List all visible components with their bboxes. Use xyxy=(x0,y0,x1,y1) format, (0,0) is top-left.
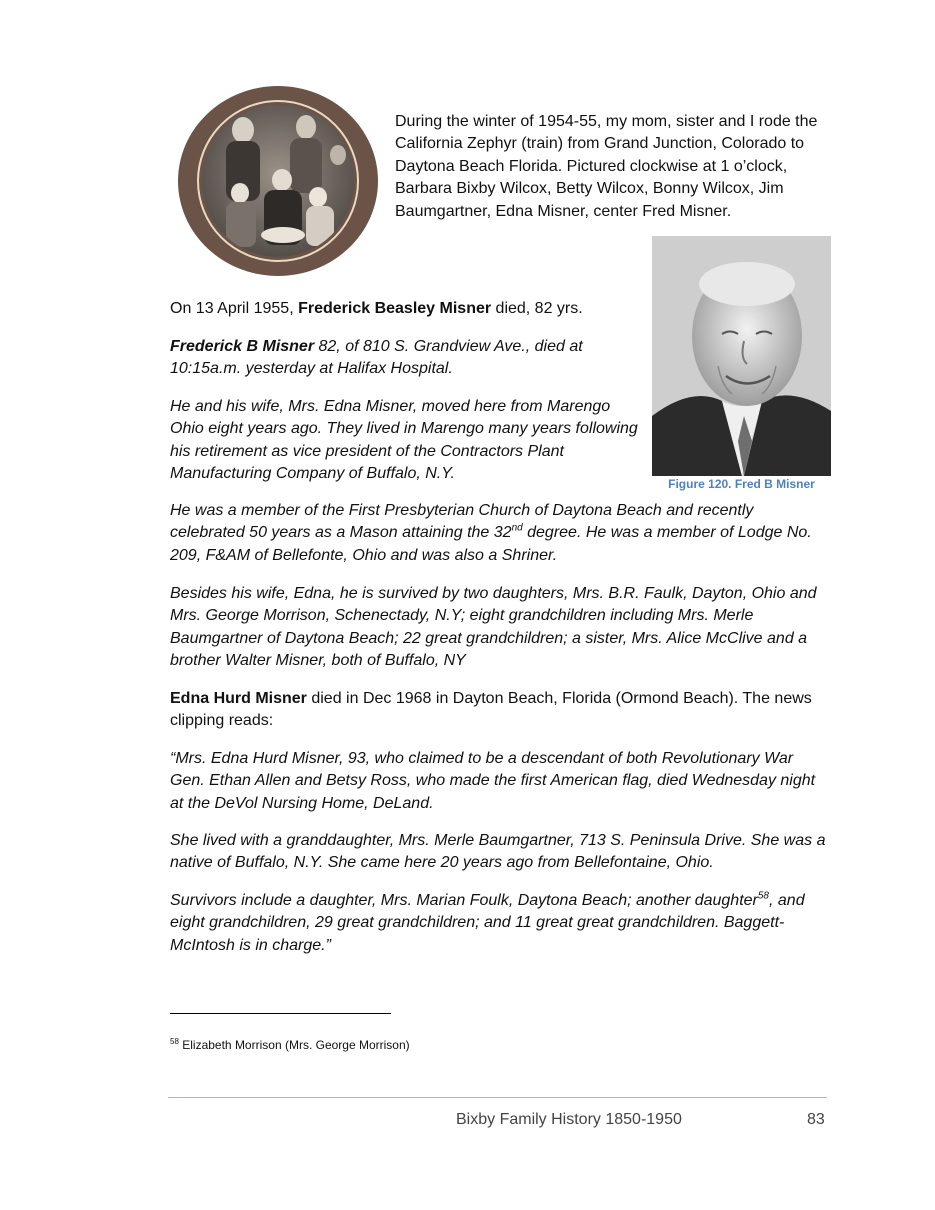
fred-obit-p3-text-a: He was a member of the First Presbyterian Church of Daytona Beach and recently celebrated 50 years as a Mason attaining the 32 xyxy=(170,502,754,542)
footer-divider xyxy=(168,1097,827,1098)
footnote-separator xyxy=(170,1013,391,1014)
edna-death-line xyxy=(170,688,830,733)
page-number: 83 xyxy=(807,1111,825,1128)
death-line xyxy=(170,298,640,320)
intro-paragraph: During the winter of 1954-55, my mom, sister and I rode the California Zephyr (train) from Grand Junction, Colorado to Daytona Beach Florida. Pictured clockwise at 1 o’clock, Barbara Bixby Wilcox, Betty Wilcox, Bonny Wilcox, Jim Baumgartner, Edna Misner, center Fred Misner. xyxy=(395,113,818,220)
edna-obit-p3-text-b: , and eight grandchildren, 29 great grandchildren; and 11 great great grandchildren. Baggett-McIntosh is in charge.” xyxy=(170,892,805,954)
footnote-text: Elizabeth Morrison (Mrs. George Morrison) xyxy=(178,1038,410,1052)
death-line-name: Frederick Beasley Misner xyxy=(298,300,492,317)
fred-obit-p1-text: 82, of 810 S. Grandview Ave., died at 10:15a.m. yesterday at Halifax Hospital. xyxy=(170,338,583,378)
figure-caption: Figure 120. Fred B Misner xyxy=(668,477,815,491)
fred-obit-paragraph-3 xyxy=(170,500,830,567)
fred-misner-portrait xyxy=(652,236,831,476)
fred-obit-p3-text-b: degree. He was a member of Lodge No. 209, F&AM of Bellefonte, Ohio and was also a Shriner. xyxy=(170,524,812,564)
fred-obit-paragraph-4: Besides his wife, Edna, he is survived by two daughters, Mrs. B.R. Faulk, Dayton, Ohio and Mrs. George Morrison, Schenectady, N.Y; eight grandchildren including Mrs. Merle Baumgartner of Daytona Beach; 22 great grandchildren; a sister, Mrs. Alice McClive and a brother Walter Misner, both of Buffalo, NY xyxy=(170,585,817,670)
edna-obit-p3-text-a: Survivors include a daughter, Mrs. Marian Foulk, Daytona Beach; another daughter xyxy=(170,892,758,909)
footnote-reference: 58 xyxy=(757,890,769,902)
fred-obit-name: Frederick B Misner xyxy=(170,338,315,355)
footnote xyxy=(170,1038,410,1052)
family-group-photo xyxy=(178,85,380,277)
edna-obit-paragraph-1: “Mrs. Edna Hurd Misner, 93, who claimed to be a descendant of both Revolutionary War Gen. Ethan Allen and Betsy Ross, who made the first American flag, died Wednesday night at the DeVol Nursing Home, DeLand. xyxy=(170,750,816,812)
fred-obit-paragraph-1 xyxy=(170,336,630,381)
edna-name: Edna Hurd Misner xyxy=(170,690,307,707)
edna-obit-paragraph-3 xyxy=(170,890,830,957)
death-line-prefix: On 13 April 1955, xyxy=(170,300,299,317)
fred-obit-paragraph-2: He and his wife, Mrs. Edna Misner, moved here from Marengo Ohio eight years ago. They lived in Marengo many years following his retirement as vice president of the Contractors Plant Manufacturing Company of Buffalo, N.Y. xyxy=(170,398,638,483)
edna-obit-paragraph-2: She lived with a granddaughter, Mrs. Merle Baumgartner, 713 S. Peninsula Drive. She was a native of Buffalo, N.Y. She came here 20 years ago from Bellefontaine, Ohio. xyxy=(170,832,826,872)
death-line-suffix: died, 82 yrs. xyxy=(491,300,583,317)
footnote-number: 58 xyxy=(170,1037,179,1046)
edna-death-text: died in Dec 1968 in Dayton Beach, Florida (Ormond Beach). The news clipping reads: xyxy=(170,690,812,730)
footer-title: Bixby Family History 1850-1950 xyxy=(456,1111,682,1128)
fred-obit-p3-superscript: nd xyxy=(511,523,523,535)
